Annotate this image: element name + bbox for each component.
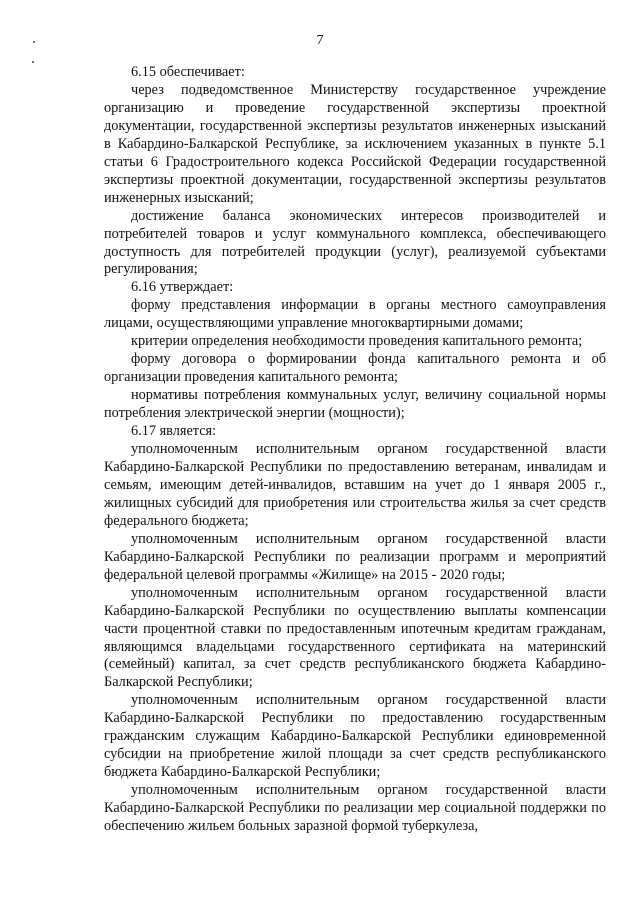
paragraph: через подведомственное Министерству государственное учреждение организацию и проведение государственной экспертизы проектной документации, государственной экспертизы результатов инженерных изысканий в Кабардино-Балкарской Республике, за исключением указанных в пункте 5.1 статьи 6 Градостроительного кодекса Российской Федерации государственной экспертизы проектной документации, государственной экспертизы результатов инженерных изысканий; [104, 81, 606, 206]
paragraph-6-15-heading: 6.15 обеспечивает: [131, 64, 245, 80]
paragraph: уполномоченным исполнительным органом государственной власти Кабардино-Балкарской Республики по предоставлению государственным гражданским служащим Кабардино-Балкарской Республики единовременной субсидии на приобретение жилой площади за счет средств республиканского бюджета Кабардино-Балкарской Республики; [104, 692, 606, 781]
paragraph: критерии определения необходимости проведения капитального ремонта; [131, 333, 583, 350]
paragraph: нормативы потребления коммунальных услуг, величину социальной нормы потребления электрической энергии (мощности); [104, 387, 606, 422]
page-number: 7 [316, 33, 324, 48]
paragraph-6-17-heading: 6.17 является: [131, 423, 217, 440]
paragraph-6-16-heading: 6.16 утверждает: [131, 279, 234, 296]
paragraph: уполномоченным исполнительным органом государственной власти Кабардино-Балкарской Республики по реализации программ и мероприятий федеральной целевой программы «Жилище» на 2015 - 2020 годы; [104, 530, 606, 583]
document-body [104, 64, 606, 836]
paragraph: уполномоченным исполнительным органом государственной власти Кабардино-Балкарской Республики по предоставлению ветеранам, инвалидам и семьям, имеющим детей-инвалидов, вставшим на учет до 1 января 2005 г., жилищных субсидий для приобретения или строительства жилья за счет средств федерального бюджета; [104, 441, 606, 529]
paragraph: достижение баланса экономических интересов производителей и потребителей товаров и услуг коммунального комплекса, обеспечивающего доступность для потребителей продукции (услуг), реализуемой субъектами регулирования; [104, 207, 606, 278]
paragraph: форму договора о формировании фонда капитального ремонта и об организации проведения капитального ремонта; [104, 351, 606, 386]
paragraph: форму представления информации в органы местного самоуправления лицами, осуществляющими управление многоквартирными домами; [104, 297, 606, 332]
paragraph: уполномоченным исполнительным органом государственной власти Кабардино-Балкарской Республики по осуществлению выплаты компенсации части процентной ставки по предоставленным ипотечным кредитам гражданам, являющимся владельцами государственного сертификата на материнский (семейный) капитал, за счет средств республиканского бюджета Кабардино-Балкарской Республики; [104, 584, 606, 691]
paragraph: уполномоченным исполнительным органом государственной власти Кабардино-Балкарской Республики по реализации мер социальной поддержки по обеспечению жильем больных заразной формой туберкулеза, [104, 782, 606, 835]
scan-speck [32, 61, 34, 63]
